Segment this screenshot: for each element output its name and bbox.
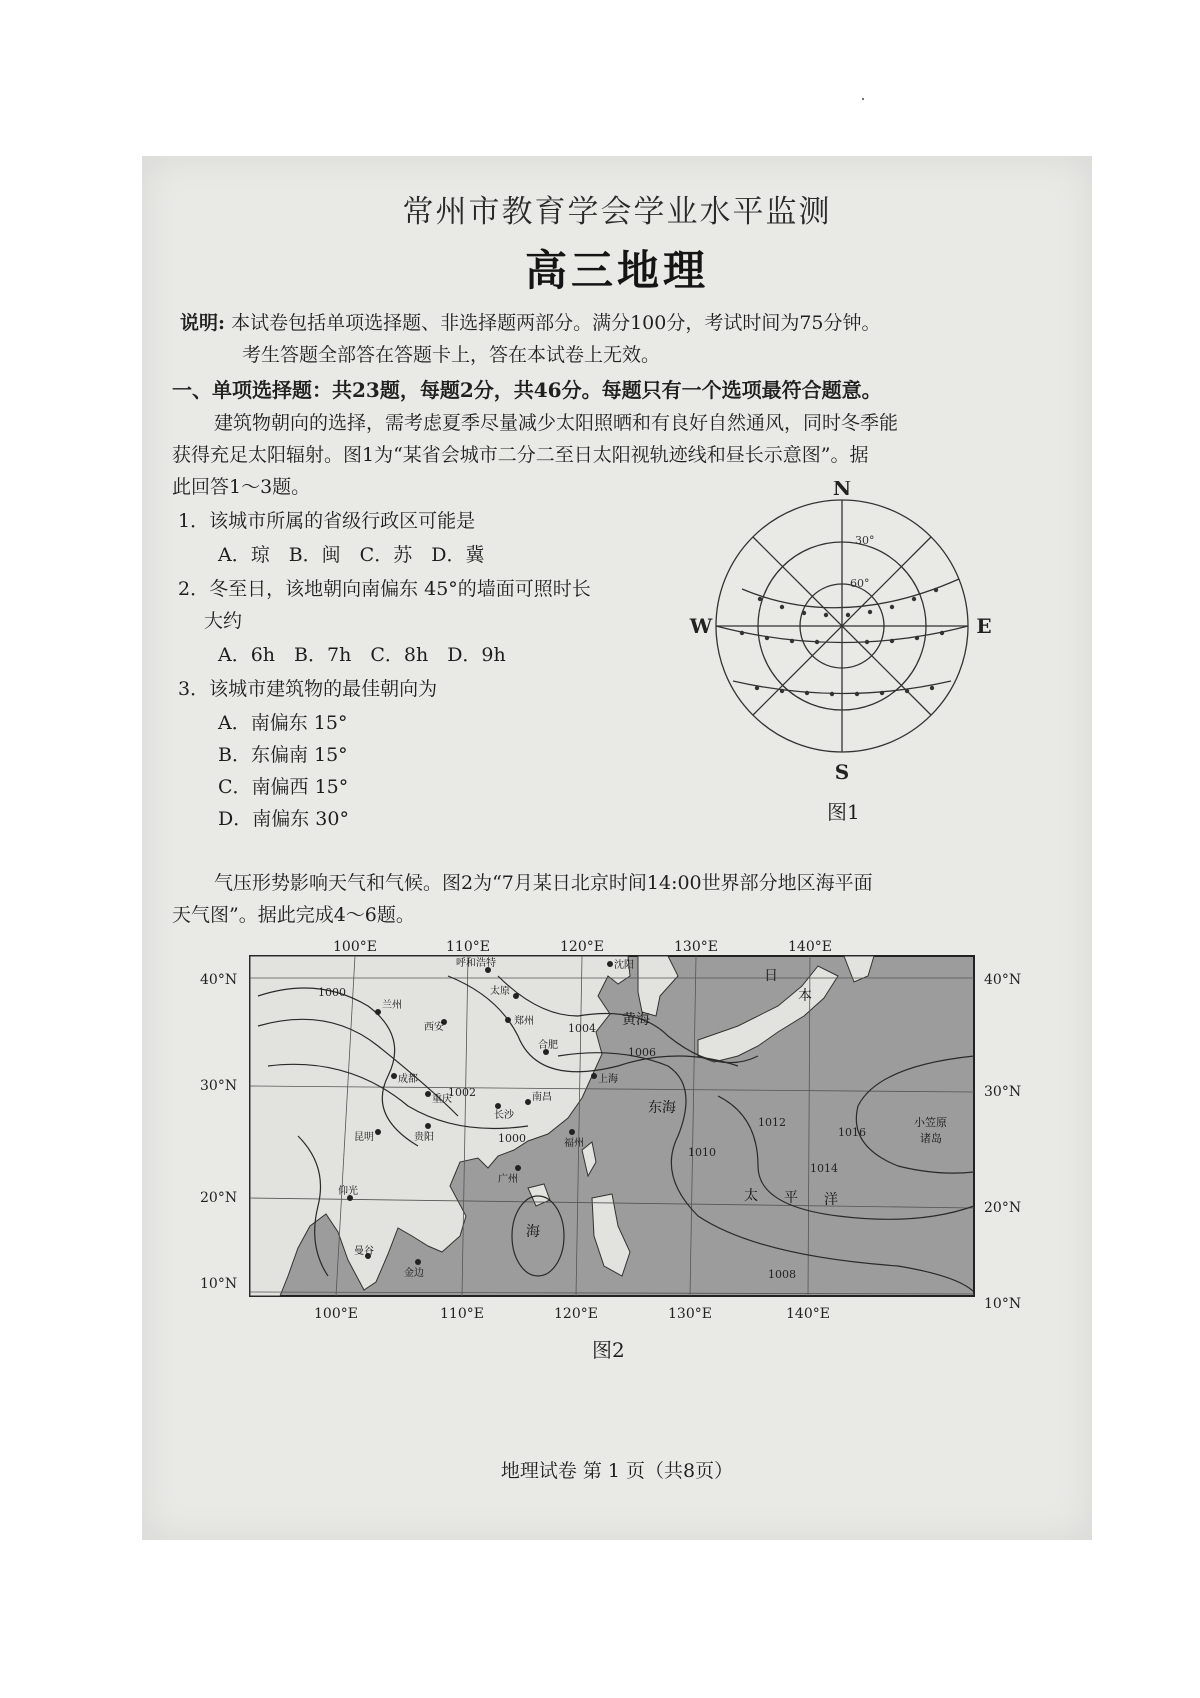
place-guiyang: 贵阳 xyxy=(414,1132,434,1143)
right-lat-10: 10°N xyxy=(984,1296,1022,1312)
instructions-line-1 xyxy=(180,308,881,335)
place-phnom-penh: 金边 xyxy=(404,1268,424,1279)
left-lat-40: 40°N xyxy=(200,972,238,988)
isobar-label-1000-a: 1000 xyxy=(318,986,346,999)
left-lat-20: 20°N xyxy=(200,1190,238,1206)
place-lanzhou: 兰州 xyxy=(382,1000,402,1011)
passage1-line-1: 建筑物朝向的选择，需考虑夏季尽量减少太阳照晒和有良好自然通风，同时冬季能 xyxy=(214,412,899,434)
right-lat-30: 30°N xyxy=(984,1084,1022,1100)
question-2-stem: 2．冬至日，该地朝向南偏东 45°的墙面可照时长 xyxy=(178,578,591,600)
place-changsha: 长沙 xyxy=(494,1110,514,1121)
top-lon-100: 100°E xyxy=(333,939,377,955)
label-north: N xyxy=(832,481,852,500)
figure1-sunpath-diagram xyxy=(687,481,997,781)
question-1-stem: 1．该城市所属的省级行政区可能是 xyxy=(178,510,476,532)
left-lat-10: 10°N xyxy=(200,1276,238,1292)
bottom-lon-130: 130°E xyxy=(668,1306,712,1322)
isobar-label-1002: 1002 xyxy=(448,1086,476,1099)
place-taiyuan: 太原 xyxy=(490,986,510,997)
isobar-label-1004: 1004 xyxy=(568,1022,596,1035)
place-chongqing: 重庆 xyxy=(432,1094,452,1105)
exam-title: 常州市教育学会学业水平监测 xyxy=(402,194,832,230)
label-japan-ri: 日 xyxy=(764,968,778,984)
figure2-caption: 图2 xyxy=(592,1338,625,1362)
exam-page xyxy=(142,156,1092,1540)
right-lat-20: 20°N xyxy=(984,1200,1022,1216)
label-pacific-yang: 洋 xyxy=(824,1192,838,1208)
place-fuzhou: 福州 xyxy=(564,1138,584,1149)
instructions-text-1: 本试卷包括单项选择题、非选择题两部分。满分100分，考试时间为75分钟。 xyxy=(231,312,881,334)
bottom-lon-110: 110°E xyxy=(440,1306,484,1322)
label-altitude-60: 60° xyxy=(850,577,870,590)
question-3-option-c: C．南偏西 15° xyxy=(218,776,349,798)
place-guangzhou: 广州 xyxy=(498,1174,518,1185)
bottom-lon-120: 120°E xyxy=(554,1306,598,1322)
place-yangon: 仰光 xyxy=(338,1186,358,1197)
place-bangkok: 曼谷 xyxy=(354,1246,374,1257)
label-pacific-tai: 太 xyxy=(744,1188,758,1204)
label-japan-ben: 本 xyxy=(798,988,812,1004)
passage1-line-2: 获得充足太阳辐射。图1为“某省会城市二分二至日太阳视轨迹线和昼长示意图”。据 xyxy=(172,444,869,466)
place-xian: 西安 xyxy=(424,1022,444,1033)
top-lon-110: 110°E xyxy=(446,939,490,955)
place-kunming: 昆明 xyxy=(354,1132,374,1143)
isobar-label-1006: 1006 xyxy=(628,1046,656,1059)
label-ogasawara-1: 小笠原 xyxy=(914,1116,947,1129)
top-lon-130: 130°E xyxy=(674,939,718,955)
page-footer: 地理试卷 第 1 页（共8页） xyxy=(500,1460,734,1482)
top-lon-140: 140°E xyxy=(788,939,832,955)
isobar-label-1016: 1016 xyxy=(838,1126,866,1139)
question-3-option-b: B．东偏南 15° xyxy=(218,744,348,766)
passage1-line-3: 此回答1～3题。 xyxy=(172,476,311,498)
bottom-lon-140: 140°E xyxy=(786,1306,830,1322)
subject-title: 高三地理 xyxy=(524,246,709,295)
question-3-option-a: A．南偏东 15° xyxy=(218,712,348,734)
isobar-label-1014: 1014 xyxy=(810,1162,838,1175)
section-heading: 一、单项选择题：共23题，每题2分，共46分。每题只有一个选项最符合题意。 xyxy=(172,378,882,402)
label-east-china-sea: 东海 xyxy=(648,1100,676,1116)
place-nanchang: 南昌 xyxy=(532,1092,552,1103)
place-hohhot: 呼和浩特 xyxy=(456,958,496,969)
label-east: E xyxy=(976,614,992,638)
label-pacific-ping: 平 xyxy=(784,1190,798,1206)
question-1-options: A．琼 B．闽 C．苏 D．冀 xyxy=(218,544,485,566)
label-ogasawara-2: 诸岛 xyxy=(920,1132,942,1145)
question-3-stem: 3．该城市建筑物的最佳朝向为 xyxy=(178,678,438,700)
label-yellow-sea: 黄海 xyxy=(622,1012,650,1028)
isobar-label-1000-b: 1000 xyxy=(498,1132,526,1145)
question-3-option-d: D．南偏东 30° xyxy=(218,808,349,830)
instructions-line-2: 考生答题全部答在答题卡上，答在本试卷上无效。 xyxy=(242,344,661,366)
left-lat-30: 30°N xyxy=(200,1078,238,1094)
instructions-label: 说明: xyxy=(180,312,226,334)
label-altitude-30: 30° xyxy=(855,534,875,547)
scan-speck xyxy=(862,98,864,100)
label-west: W xyxy=(689,614,713,638)
figure1-caption: 图1 xyxy=(827,800,860,824)
isobar-label-1008: 1008 xyxy=(768,1268,796,1281)
place-chengdu: 成都 xyxy=(398,1074,418,1085)
label-south-china-sea: 海 xyxy=(526,1224,540,1240)
passage2-line-2: 天气图”。据此完成4～6题。 xyxy=(172,904,415,926)
passage2-line-1: 气压形势影响天气和气候。图2为“7月某日北京时间14:00世界部分地区海平面 xyxy=(214,872,873,894)
top-lon-120: 120°E xyxy=(560,939,604,955)
isobar-label-1010: 1010 xyxy=(688,1146,716,1159)
isobar-label-1012: 1012 xyxy=(758,1116,786,1129)
right-lat-40: 40°N xyxy=(984,972,1022,988)
place-hefei: 合肥 xyxy=(538,1040,558,1051)
place-shenyang: 沈阳 xyxy=(614,960,634,971)
label-south: S xyxy=(834,760,850,781)
place-shanghai: 上海 xyxy=(598,1074,618,1085)
figure2-weather-map xyxy=(198,936,1044,1322)
question-2-options: A．6h B．7h C．8h D．9h xyxy=(218,644,506,666)
place-zhengzhou: 郑州 xyxy=(514,1016,534,1027)
bottom-lon-100: 100°E xyxy=(314,1306,358,1322)
question-2-stem-cont: 大约 xyxy=(204,610,243,632)
